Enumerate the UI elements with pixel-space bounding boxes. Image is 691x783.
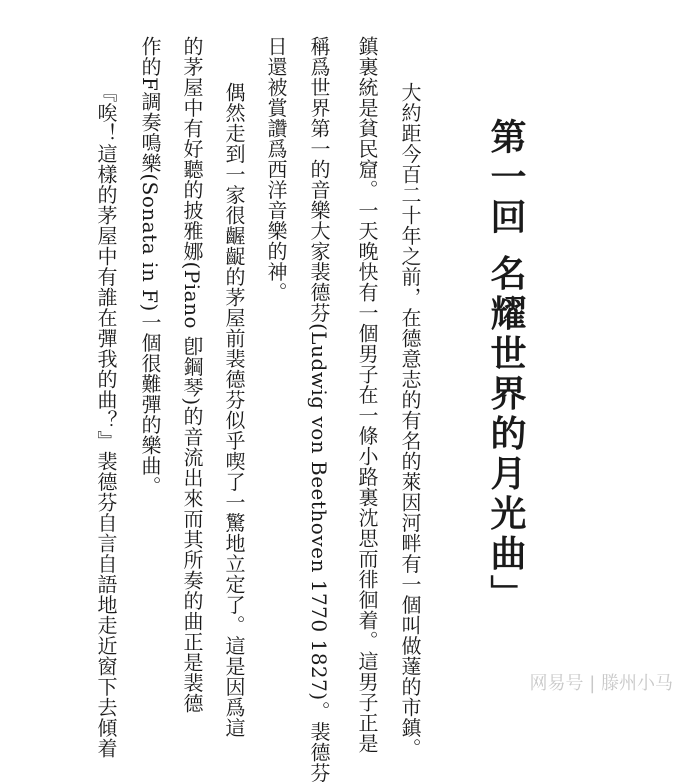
text-column-2: 鎮裏統是貧民窟。一天晚快有一個男子在一條小路裏沈思而徘徊着。這男子正是 [355, 36, 379, 754]
text-column-6: 的茅屋中有好聽的披雅娜(Piano 卽鋼琴)的音流出來而其所奏的曲正是裴德 [180, 36, 204, 714]
text-column-7: 作的F調奏鳴樂(Sonata in F)一個很難彈的樂曲。 [138, 36, 162, 497]
watermark: 网易号 | 滕州小马 [529, 673, 673, 694]
text-column-4: 日還被賞讚爲西洋音樂的神。 [264, 36, 288, 303]
chapter-title: 第一回 名耀世界的月光曲」 [485, 118, 527, 615]
text-column-5: 偶然走到一家很齷齪的茅屋前裴德芬似乎喫了一驚地立定了。這是因爲這 [222, 82, 246, 738]
text-column-1: 大約距今百二十年之前，在德意志的有名的萊因河畔有一個叫做薘的市鎮。 [398, 82, 422, 759]
text-column-8: 『唉！這樣的茅屋中有誰在彈我的曲？』裴德芬自言自語地走近窗下去傾着 [94, 82, 118, 759]
text-column-3: 稱爲世界第一的音樂大家裴德芬(Ludwig von Beethoven 1770 1827)。裴德芬 [307, 36, 331, 783]
